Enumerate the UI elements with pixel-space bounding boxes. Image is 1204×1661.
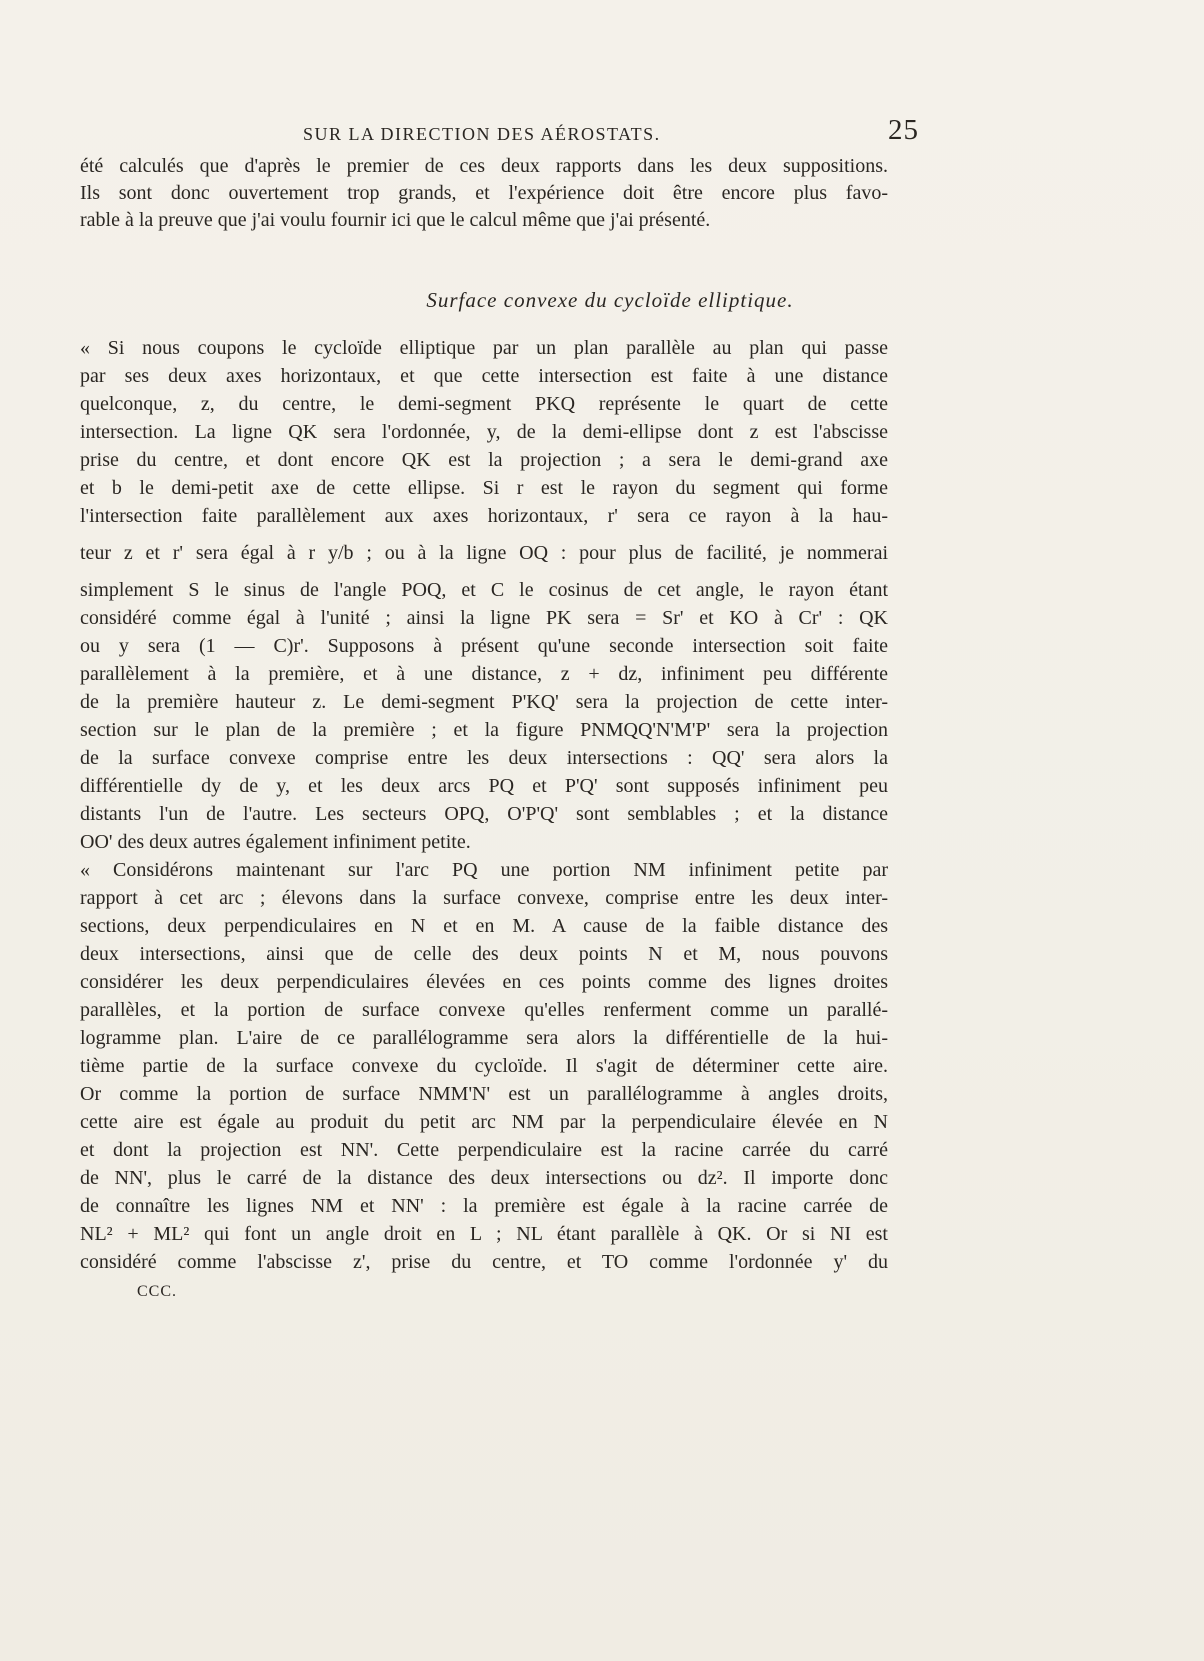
text-line: et dont la projection est NN'. Cette perpendiculaire est la racine carrée du carré [80, 1139, 888, 1161]
text-line: logramme plan. L'aire de ce parallélogramme sera alors la différentielle de la hui- [80, 1027, 888, 1049]
text-line: de la surface convexe comprise entre les deux intersections : QQ' sera alors la [80, 747, 888, 769]
running-header: SUR LA DIRECTION DES AÉROSTATS. [303, 124, 661, 144]
text-line: considéré comme égal à l'unité ; ainsi la ligne PK sera = Sr' et KO à Cr' : QK [80, 607, 888, 629]
text-line: intersection. La ligne QK sera l'ordonnée, y, de la demi-ellipse dont z est l'abscisse [80, 421, 888, 443]
text-line: parallèlement à la première, et à une distance, z + dz, infiniment peu différente [80, 663, 888, 685]
text-line: de connaître les lignes NM et NN' : la première est égale à la racine carrée de [80, 1195, 888, 1217]
text-line: rable à la preuve que j'ai voulu fournir ici que le calcul même que j'ai présenté. [80, 209, 711, 231]
text-line: prise du centre, et dont encore QK est la projection ; a sera le demi-grand axe [80, 449, 888, 471]
text-line: tième partie de la surface convexe du cycloïde. Il s'agit de déterminer cette aire. [80, 1055, 888, 1077]
text-line: « Considérons maintenant sur l'arc PQ une portion NM infiniment petite par [80, 859, 888, 881]
catchword: CCC. [137, 1283, 178, 1300]
text-line: NL² + ML² qui font un angle droit en L ; NL étant parallèle à QK. Or si NI est [80, 1223, 888, 1245]
text-line: rapport à cet arc ; élevons dans la surface convexe, comprise entre les deux inter- [80, 887, 888, 909]
text-line: été calculés que d'après le premier de ces deux rapports dans les deux suppositions. [80, 155, 888, 177]
text-line: considéré comme l'abscisse z', prise du centre, et TO comme l'ordonnée y' du [80, 1251, 888, 1273]
text-line: considérer les deux perpendiculaires élevées en ces points comme des lignes droites [80, 971, 888, 993]
text-line: par ses deux axes horizontaux, et que cette intersection est faite à une distance [80, 365, 888, 387]
text-line: ou y sera (1 — C)r'. Supposons à présent qu'une seconde intersection soit faite [80, 635, 888, 657]
text-line: Ils sont donc ouvertement trop grands, et l'expérience doit être encore plus favo- [80, 182, 888, 204]
text-line: cette aire est égale au produit du petit arc NM par la perpendiculaire élevée en N [80, 1111, 888, 1133]
text-line: parallèles, et la portion de surface convexe qu'elles renferment comme un parallé- [80, 999, 888, 1021]
text-line: section sur le plan de la première ; et la figure PNMQQ'N'M'P' sera la projection [80, 719, 888, 741]
text-line: et b le demi-petit axe de cette ellipse. Si r est le rayon du segment qui forme [80, 477, 888, 499]
text-line: teur z et r' sera égal à r y/b ; ou à la ligne OQ : pour plus de facilité, je nommerai [80, 542, 888, 564]
text-line: « Si nous coupons le cycloïde elliptique par un plan parallèle au plan qui passe [80, 337, 888, 359]
page-number: 25 [888, 114, 919, 146]
section-title: Surface convexe du cycloïde elliptique. [426, 288, 794, 312]
text-line: sections, deux perpendiculaires en N et en M. A cause de la faible distance des [80, 915, 888, 937]
text-line: l'intersection faite parallèlement aux axes horizontaux, r' sera ce rayon à la hau- [80, 505, 888, 527]
text-line: deux intersections, ainsi que de celle des deux points N et M, nous pouvons [80, 943, 888, 965]
text-line: OO' des deux autres également infiniment petite. [80, 831, 471, 853]
text-line: distants l'un de l'autre. Les secteurs OPQ, O'P'Q' sont semblables ; et la distance [80, 803, 888, 825]
text-line: différentielle dy de y, et les deux arcs PQ et P'Q' sont supposés infiniment peu [80, 775, 888, 797]
text-line: Or comme la portion de surface NMM'N' est un parallélogramme à angles droits, [80, 1083, 888, 1105]
text-line: de la première hauteur z. Le demi-segment P'KQ' sera la projection de cette inter- [80, 691, 888, 713]
text-line: de NN', plus le carré de la distance des deux intersections ou dz². Il importe donc [80, 1167, 888, 1189]
text-line: quelconque, z, du centre, le demi-segment PKQ représente le quart de cette [80, 393, 888, 415]
text-line: simplement S le sinus de l'angle POQ, et C le cosinus de cet angle, le rayon étant [80, 579, 888, 601]
